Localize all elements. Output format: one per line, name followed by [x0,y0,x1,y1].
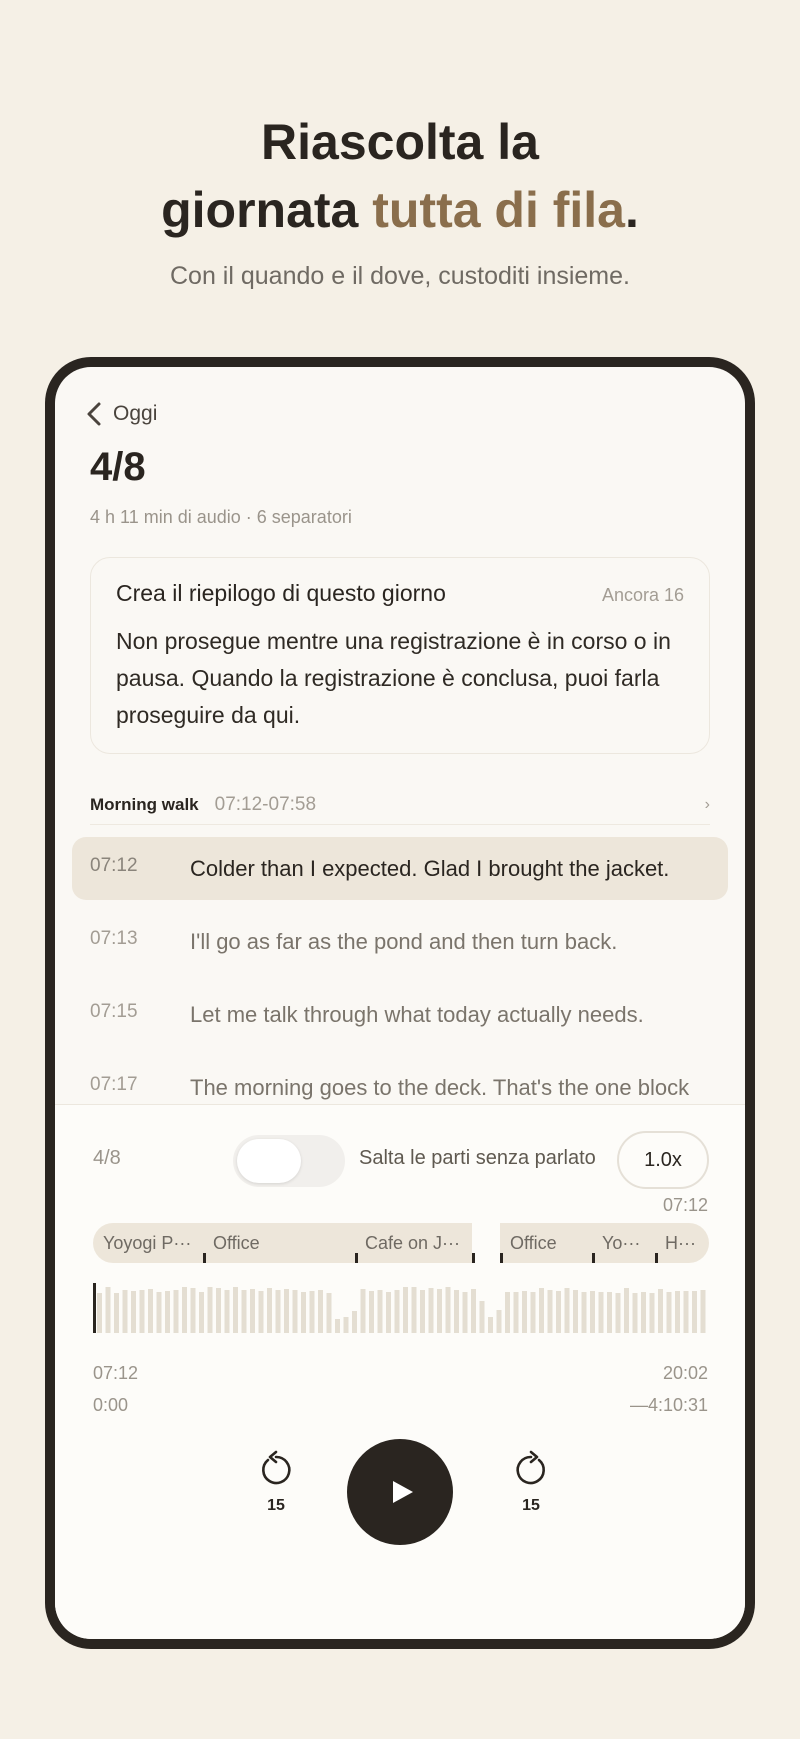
transcript-text: Let me talk through what today actually needs. [190,1002,644,1027]
chevron-right-icon: › [704,795,710,813]
waveform-bar [344,1317,349,1333]
waveform-bar [573,1290,578,1333]
place-segment[interactable]: Office [500,1223,592,1263]
waveform-bar [182,1287,187,1333]
waveform-bar [616,1293,621,1333]
waveform-bar [293,1290,298,1333]
skip-silence-toggle[interactable] [233,1135,345,1187]
transcript-text: I'll go as far as the pond and then turn back. [190,929,618,954]
place-tick [203,1253,206,1263]
back-label: Oggi [113,402,158,425]
rewind-icon [256,1450,296,1490]
place-tick [472,1253,475,1263]
start-clock-time: 07:12 [93,1363,139,1383]
end-clock-time: 20:02 [662,1363,708,1383]
waveform-bar [701,1290,706,1333]
waveform-bar [641,1292,646,1333]
waveform-bar [658,1289,663,1333]
player-day-counter: 4/8 [93,1147,121,1169]
waveform-bar [522,1291,527,1333]
waveform-bar [369,1291,374,1333]
waveform-bar [650,1293,655,1333]
waveform-bar [199,1292,204,1333]
headline-plain: giornata [161,182,373,238]
waveform-bar [259,1291,264,1333]
waveform-bar [412,1287,417,1333]
segment-header[interactable] [90,785,710,825]
segment-time-range: 07:12-07:58 [214,793,317,815]
headline-line-1: Riascolta la [261,114,539,170]
waveform-bar [267,1288,272,1333]
waveform-bar [233,1287,238,1333]
day-title: 4/8 [90,445,146,489]
waveform-bar [225,1290,230,1333]
summary-header [116,580,684,607]
waveform-bar [301,1292,306,1333]
waveform-bar [633,1293,638,1333]
waveform-bar [590,1291,595,1333]
waveform[interactable] [93,1277,709,1337]
transcript-time: 07:15 [90,1001,138,1022]
waveform-bar [531,1292,536,1333]
chevron-left-icon [85,401,103,427]
place-timeline [93,1223,709,1263]
headline-accent: tutta di fila [372,182,625,238]
toggle-knob [237,1139,301,1183]
waveform-bar [114,1293,119,1333]
waveform-bar [378,1290,383,1333]
waveform-bar [191,1288,196,1333]
skip-silence-label: Salta le parti senza parlato [359,1147,596,1169]
day-meta: 4 h 11 min di audio · 6 separatori [90,507,352,527]
waveform-bar [420,1290,425,1333]
waveform-bar [497,1310,502,1333]
place-segment[interactable]: Yoyogi P··· [93,1223,203,1263]
waveform-bar [361,1289,366,1333]
playback-speed-button[interactable]: 1.0x [617,1131,709,1189]
waveform-bar [335,1319,340,1333]
waveform-bar [131,1291,136,1333]
waveform-bar [607,1292,612,1333]
forward-15-button[interactable] [507,1450,555,1515]
waveform-bar [446,1287,451,1333]
back-button[interactable] [85,401,157,427]
headline-period: . [625,182,639,238]
place-segment[interactable]: Cafe on J··· [355,1223,472,1263]
waveform-bar [471,1289,476,1333]
waveform-bar [667,1292,672,1333]
waveform-bar [684,1291,689,1333]
waveform-bar [582,1292,587,1333]
transcript-time: 07:17 [90,1074,138,1095]
waveform-bar [352,1311,357,1333]
headline [0,108,800,244]
headline-line-2 [0,176,800,244]
elapsed-time: 0:00 [93,1395,129,1415]
subhead: Con il quando e il dove, custoditi insieme. [170,262,630,290]
waveform-bar [386,1292,391,1333]
play-button[interactable] [347,1439,453,1545]
waveform-bar [318,1290,323,1333]
waveform-bar [216,1288,221,1333]
waveform-bar [514,1292,519,1333]
summary-card[interactable] [90,557,710,754]
rewind-15-button[interactable] [252,1450,300,1515]
phone-frame [45,357,755,1649]
waveform-bar [165,1291,170,1333]
waveform-bar [480,1301,485,1333]
waveform-bar [242,1290,247,1333]
place-segment[interactable]: Yo··· [592,1223,655,1263]
waveform-bar [327,1293,332,1333]
waveform-bar [488,1317,493,1333]
waveform-bar [106,1287,111,1333]
rewind-seconds: 15 [267,1497,285,1514]
waveform-bar [599,1292,604,1333]
transcript-row[interactable] [72,837,728,900]
app-screen [55,367,745,1639]
waveform-bar [174,1290,179,1333]
audio-player [55,1104,745,1639]
waveform-bar [437,1289,442,1333]
waveform-bar [310,1291,315,1333]
waveform-bar [284,1289,289,1333]
waveform-bar [395,1290,400,1333]
waveform-bar [140,1290,145,1333]
place-segment[interactable]: Office [203,1223,355,1263]
place-tick [355,1253,358,1263]
waveform-bar [454,1290,459,1333]
summary-body: Non prosegue mentre una registrazione è in corso o in pausa. Quando la registrazione è conclusa, puoi farla proseguire da qui. [116,628,671,728]
transcript-time: 07:12 [90,855,138,876]
play-icon [387,1477,417,1507]
place-tick [592,1253,595,1263]
transcript-time: 07:13 [90,928,138,949]
remaining-time: —4:10:31 [629,1395,708,1415]
segment-name: Morning walk [90,794,199,814]
transcript-text: The morning goes to the deck. That's the one block [190,1075,690,1100]
waveform-bar [250,1289,255,1333]
waveform-bar [505,1292,510,1333]
forward-seconds: 15 [522,1497,540,1514]
waveform-bar [276,1290,281,1333]
place-tick [655,1253,658,1263]
waveform-bar [675,1291,680,1333]
waveform-bar [429,1288,434,1333]
forward-icon [511,1450,551,1490]
summary-title: Crea il riepilogo di questo giorno [116,580,446,606]
transcript-text: Colder than I expected. Glad I brought the jacket. [190,856,670,881]
transcript-row[interactable] [72,983,728,1046]
waveform-bar [157,1292,162,1333]
waveform-bar [565,1288,570,1333]
transcript-row[interactable] [72,910,728,973]
waveform-bar [208,1287,213,1333]
waveform-bar [148,1289,153,1333]
waveform-bar [97,1293,102,1333]
waveform-bar [539,1288,544,1333]
waveform-bar [692,1291,697,1333]
waveform-bar [556,1291,561,1333]
waveform-bar [624,1288,629,1333]
summary-remaining-count: Ancora 16 [601,585,684,605]
place-tick [500,1253,503,1263]
waveform-bar [123,1290,128,1333]
playhead-handle[interactable] [93,1283,96,1333]
current-clock-time: 07:12 [662,1195,708,1215]
place-segment[interactable]: H··· [655,1223,709,1263]
waveform-bar [463,1292,468,1333]
waveform-bar [403,1287,408,1333]
waveform-bar [548,1290,553,1333]
